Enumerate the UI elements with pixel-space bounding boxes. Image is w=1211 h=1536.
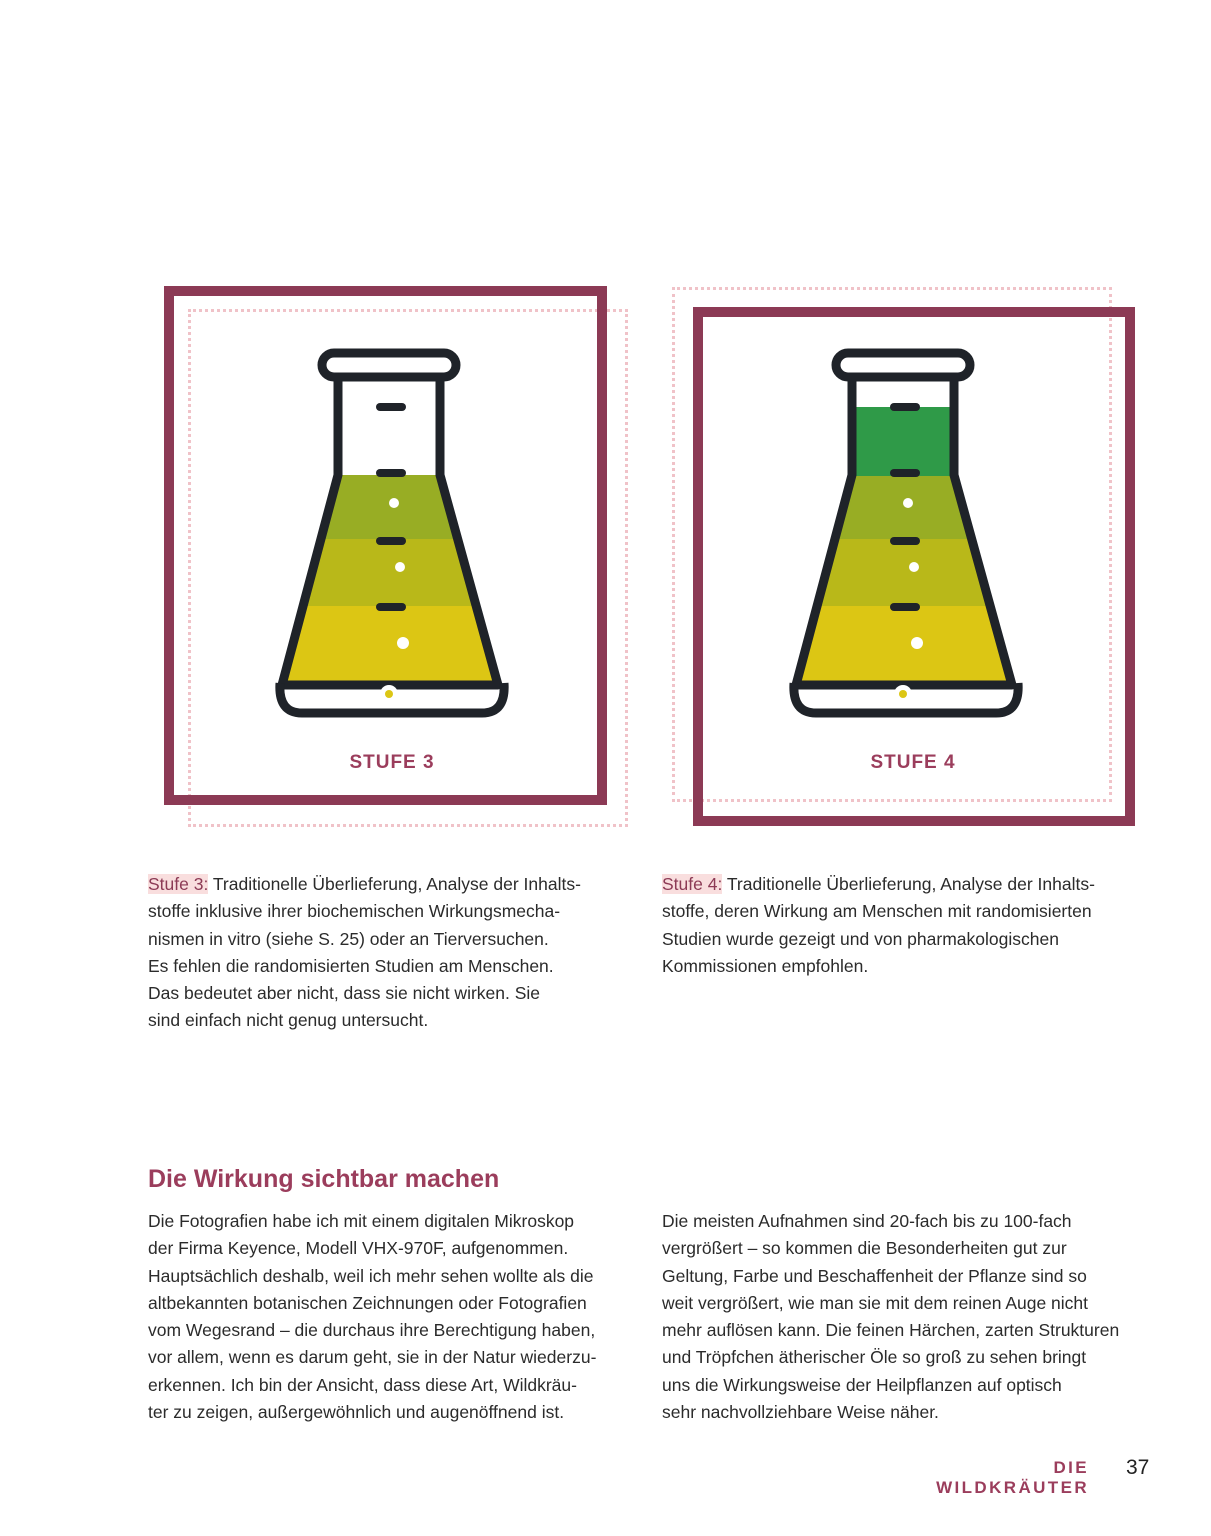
stufe4-label: STUFE 4 (870, 752, 956, 773)
caption-line: nismen in vitro (siehe S. 25) oder an Tierversuchen. (148, 928, 549, 949)
body-line: ter zu zeigen, außergewöhnlich und augenöffnend ist. (148, 1402, 565, 1423)
caption-line: Traditionelle Überlieferung, Analyse der Inhalts- (726, 874, 1095, 894)
body-line: erkennen. Ich bin der Ansicht, dass diese Art, Wildkräu- (148, 1374, 577, 1395)
body-line: weit vergrößert, wie man sie mit dem reinen Auge nicht (662, 1292, 1089, 1313)
stufe4-flask-icon (786, 345, 1026, 725)
body-column-left (148, 1208, 638, 1426)
body-line: vor allem, wenn es darum geht, sie in der Natur wiederzu- (148, 1347, 597, 1368)
caption-line: stoffe, deren Wirkung am Menschen mit randomisierten (662, 901, 1092, 922)
body-line: uns die Wirkungsweise der Heilpflanzen auf optisch (662, 1374, 1062, 1395)
body-line: mehr auflösen kann. Die feinen Härchen, zarten Strukturen (662, 1320, 1120, 1341)
stufe4-caption-highlight: Stufe 4: (662, 874, 723, 894)
caption-line: Das bedeutet aber nicht, dass sie nicht wirken. Sie (148, 983, 541, 1004)
caption-line: Traditionelle Überlieferung, Analyse der Inhalts- (212, 874, 581, 894)
stufe3-caption-highlight: Stufe 3: (148, 874, 209, 894)
stufe3-flask-icon (272, 345, 512, 725)
body-line: und Tröpfchen ätherischer Öle so groß zu sehen bringt (662, 1347, 1087, 1368)
body-line: Die Fotografien habe ich mit einem digitalen Mikroskop (148, 1211, 575, 1231)
caption-line: Kommissionen empfohlen. (662, 955, 869, 976)
caption-line: stoffe inklusive ihrer biochemischen Wirkungsmecha- (148, 901, 561, 922)
body-line: Hauptsächlich deshalb, weil ich mehr sehen wollte als die (148, 1265, 594, 1286)
section-heading: Die Wirkung sichtbar machen (148, 1165, 500, 1193)
running-footer: DIE WILDKRÄUTER (936, 1458, 1089, 1497)
body-line: altbekannten botanischen Zeichnungen oder Fotografien (148, 1292, 587, 1313)
body-line: Die meisten Aufnahmen sind 20-fach bis zu 100-fach (662, 1211, 1072, 1231)
page-number: 37 (1126, 1456, 1150, 1479)
stufe3-caption (148, 871, 634, 1035)
body-line: vergrößert – so kommen die Besonderheiten gut zur (662, 1238, 1067, 1259)
stufe3-label: STUFE 3 (349, 752, 435, 773)
stufe4-caption (662, 871, 1152, 980)
body-line: Geltung, Farbe und Beschaffenheit der Pflanze sind so (662, 1265, 1087, 1286)
caption-line: Studien wurde gezeigt und von pharmakologischen (662, 928, 1059, 949)
body-column-right (662, 1208, 1154, 1426)
body-line: sehr nachvollziehbare Weise näher. (662, 1402, 939, 1423)
stufe4-liquid-layer-4 (786, 407, 1026, 476)
caption-line: Es fehlen die randomisierten Studien am Menschen. (148, 955, 554, 976)
body-line: vom Wegesrand – die durchaus ihre Berechtigung haben, (148, 1320, 596, 1341)
body-line: der Firma Keyence, Modell VHX-970F, aufgenommen. (148, 1238, 569, 1259)
caption-line: sind einfach nicht genug untersucht. (148, 1010, 429, 1031)
